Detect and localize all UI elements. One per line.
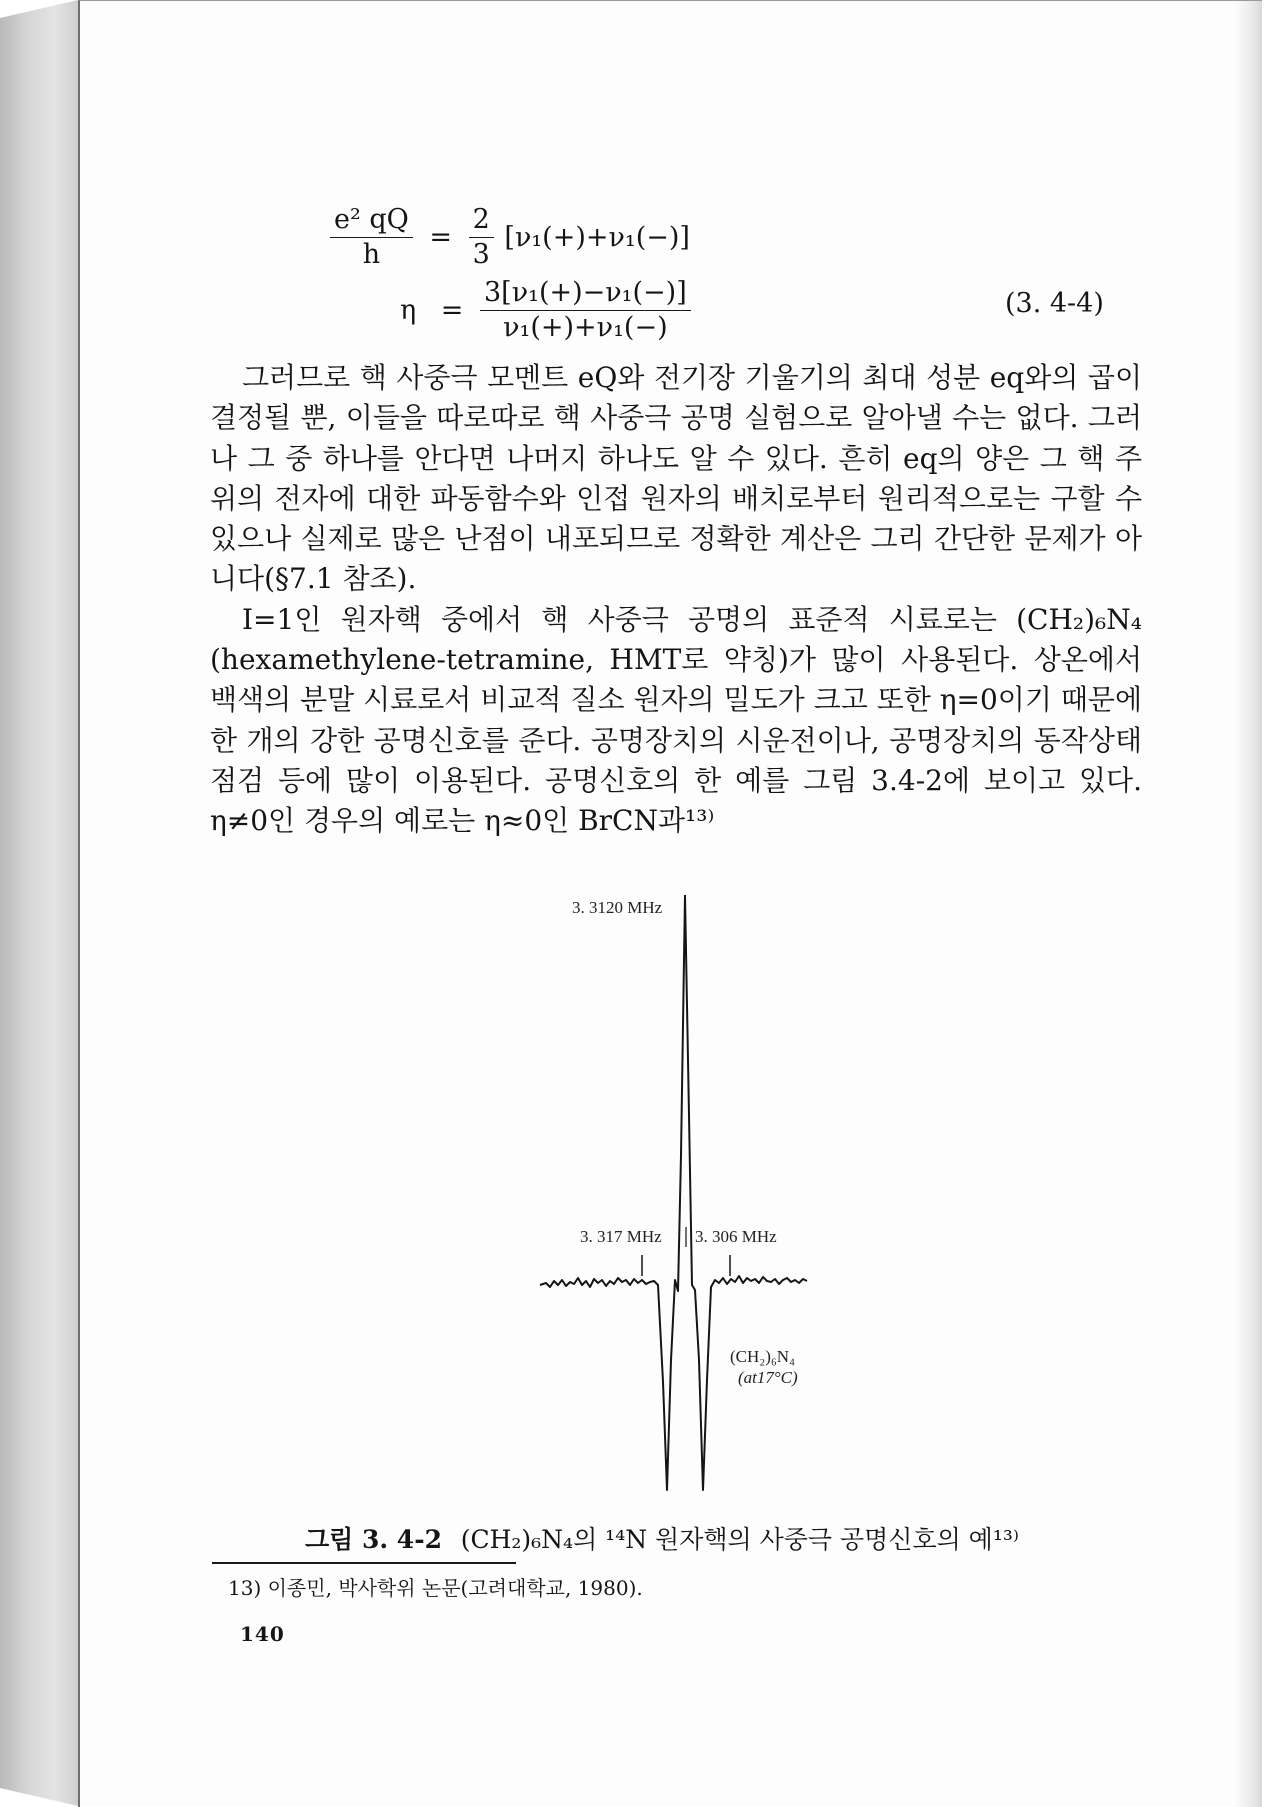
paragraph-1: 그러므로 핵 사중극 모멘트 eQ와 전기장 기울기의 최대 성분 eq와의 곱이 결정될 뿐, 이들을 따로따로 핵 사중극 공명 실험으로 알아낼 수는 없다. 그러나 그 중 하나를 안다면 나머지 하나도 알 수 있다. 흔히 eq의 양은 그 핵 주위의 전자에 대한 파동함수와 인접 원자의 배치로부터 원리적으로는 구할 수 있으나 실제로 많은 난점이 내포되므로 정확한 계산은 그리 간단한 문제가 아니다(§7.1 참조). — [210, 361, 1142, 596]
eq1-equals: = — [429, 221, 453, 253]
temperature-label: (at17°C) — [738, 1368, 798, 1387]
eq2-fraction — [480, 278, 691, 342]
equation-2 — [400, 278, 691, 342]
page-number: 140 — [240, 1622, 285, 1646]
left-dip-label: 3. 317 MHz — [580, 1227, 662, 1246]
spectrum-plot — [520, 895, 840, 1495]
eq1-lhs-denominator: h — [362, 238, 381, 270]
spectrum-trace — [540, 895, 807, 1490]
eq1-lhs-fraction — [330, 205, 413, 269]
equation-1 — [330, 205, 698, 269]
compound-label: (CH₂)₆N₄ — [730, 1347, 795, 1366]
figure-caption — [305, 1520, 1019, 1556]
footnote: 13) 이종민, 박사학위 논문(고려대학교, 1980). — [228, 1576, 643, 1600]
right-dip-label: 3. 306 MHz — [695, 1227, 777, 1246]
paragraph-2: I=1인 원자핵 중에서 핵 사중극 공명의 표준적 시료로는 (CH₂)₆N₄ (hexamethylene-tetramine, HMT로 약칭)가 많이 사용된다. 상온에서 백색의 분말 시료로서 비교적 질소 원자의 밀도가 크고 또한 η=0이기 때문에 한 개의 강한 공명신호를 준다. 공명장치의 시운전이나, 공명장치의 동작상태 점검 등에 많이 이용된다. 공명신호의 한 예를 그림 3.4-2에 보이고 있다. η≠0인 경우의 예로는 η≈0인 BrCN과¹³⁾ — [210, 602, 1142, 838]
eq1-coef-denominator: 3 — [472, 238, 490, 270]
equation-number: (3. 4-4) — [1005, 288, 1104, 319]
caption-title: 그림 3. 4-2 — [305, 1525, 442, 1554]
book-spine — [0, 0, 78, 1806]
eq2-numerator: 3[ν₁(+)−ν₁(−)] — [480, 278, 691, 311]
eq1-coef-numerator: 2 — [469, 205, 494, 238]
page-edge-shadow — [1234, 1, 1262, 1807]
main-peak-label: 3. 3120 MHz — [572, 898, 663, 917]
eq2-equals: = — [440, 294, 464, 326]
body-text — [210, 358, 1142, 842]
caption-text: (CH₂)₆N₄의 ¹⁴N 원자핵의 사중극 공명신호의 예¹³⁾ — [460, 1525, 1020, 1554]
nqr-spectrum-figure — [520, 895, 840, 1499]
eq1-lhs-numerator: e² qQ — [330, 205, 413, 238]
eq2-lhs: η — [400, 294, 417, 326]
eq1-coefficient — [469, 205, 494, 269]
eq2-denominator: ν₁(+)+ν₁(−) — [503, 311, 668, 343]
eq1-rhs: [ν₁(+)+ν₁(−)] — [504, 221, 690, 253]
footnote-rule — [212, 1562, 516, 1564]
